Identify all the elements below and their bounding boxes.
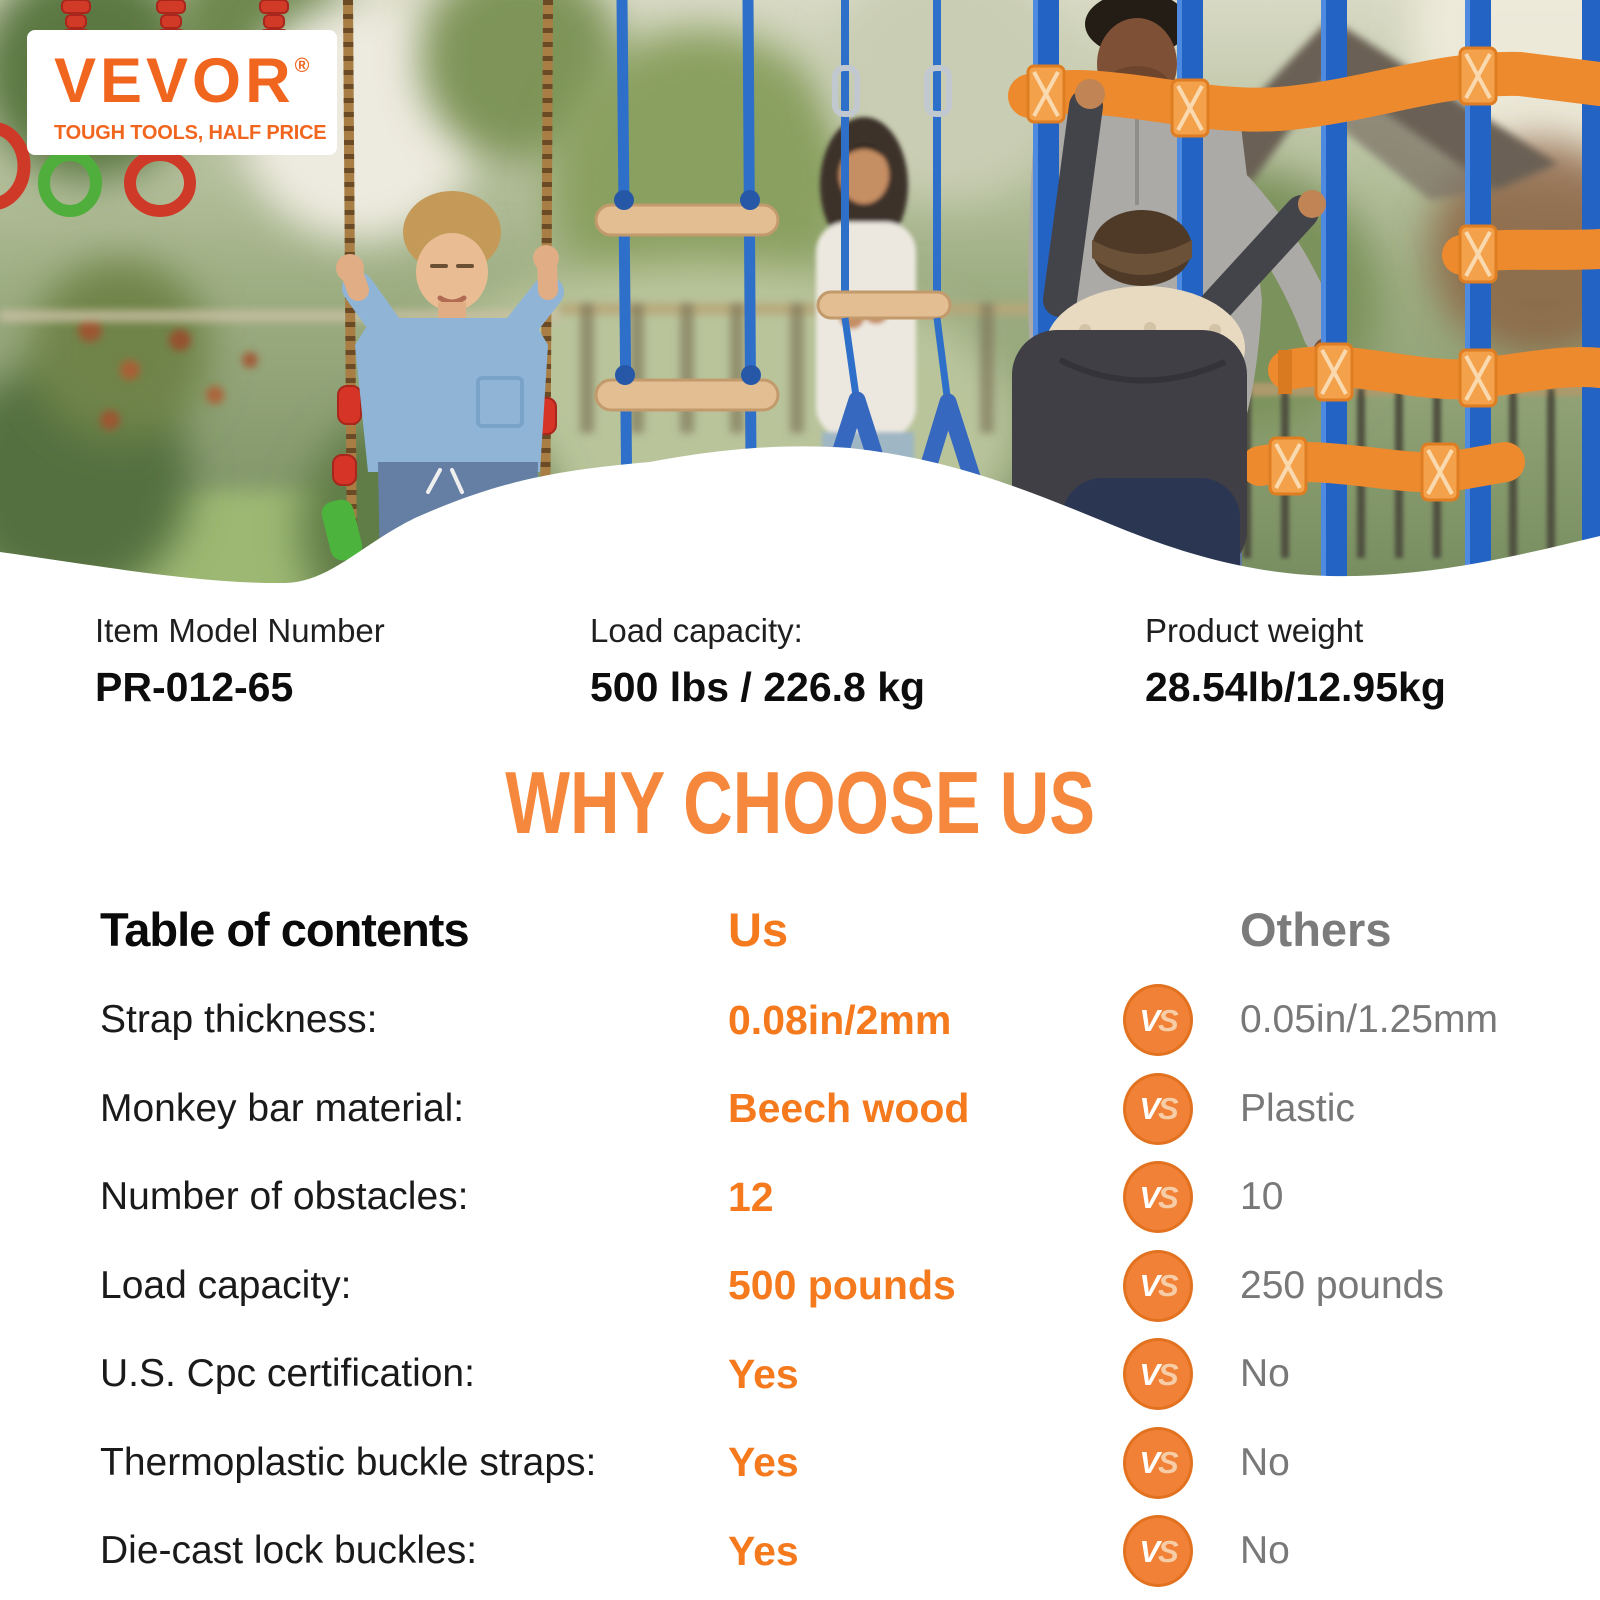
row-others-value: Plastic (1240, 1086, 1355, 1130)
row-feature: Load capacity: (100, 1263, 352, 1307)
registered-trademark-icon: ® (294, 55, 310, 77)
row-others-value: 10 (1240, 1175, 1284, 1219)
row-us-value: 12 (728, 1173, 774, 1220)
table-row (0, 1153, 1600, 1242)
row-us-value: Yes (728, 1527, 799, 1574)
table-row (0, 1419, 1600, 1508)
row-others-value: No (1240, 1440, 1290, 1484)
vs-label: VS (1139, 1533, 1177, 1569)
hero-photo (0, 0, 1600, 620)
spec-label: Item Model Number (95, 612, 385, 649)
row-feature: Die-cast lock buckles: (100, 1529, 478, 1573)
spec-value: 500 lbs / 226.8 kg (590, 664, 926, 710)
row-feature: U.S. Cpc certification: (100, 1352, 475, 1396)
table-row (0, 976, 1600, 1065)
row-us-value: Beech wood (728, 1085, 970, 1132)
row-us-value: 500 pounds (728, 1262, 956, 1309)
spec-label: Product weight (1145, 612, 1364, 649)
row-feature: Monkey bar material: (100, 1086, 465, 1130)
header-others: Others (1240, 903, 1392, 956)
brand-logo-card (27, 30, 337, 155)
comparison-table (0, 976, 1600, 1596)
comparison-table-header (0, 902, 1600, 957)
table-row (0, 1242, 1600, 1331)
section-title-wrap (0, 752, 1600, 854)
row-us-value: Yes (728, 1350, 799, 1397)
row-others-value: 250 pounds (1240, 1263, 1444, 1307)
vs-badge-icon (1123, 1515, 1193, 1587)
vs-badge-icon (1123, 1427, 1193, 1499)
vs-badge-icon (1123, 1250, 1193, 1322)
row-us-value: Yes (728, 1439, 799, 1486)
vs-label: VS (1139, 1445, 1177, 1481)
vs-label: VS (1139, 1268, 1177, 1304)
brand-tagline: TOUGH TOOLS, HALF PRICE (54, 122, 327, 144)
vs-badge-icon (1123, 1161, 1193, 1233)
vs-label: VS (1139, 1356, 1177, 1392)
spec-load-capacity (590, 612, 925, 711)
row-others-value: No (1240, 1352, 1290, 1396)
vs-badge-icon (1123, 1073, 1193, 1145)
spec-product-weight (1145, 612, 1446, 711)
row-others-value: No (1240, 1529, 1290, 1573)
table-row (0, 1065, 1600, 1154)
vs-label: VS (1139, 1091, 1177, 1127)
section-title: WHY CHOOSE US (505, 753, 1095, 852)
row-others-value: 0.05in/1.25mm (1240, 998, 1498, 1042)
header-feature: Table of contents (100, 903, 469, 956)
vs-badge-icon (1123, 1338, 1193, 1410)
brand-logo: VEVOR (54, 46, 295, 116)
spec-value: PR-012-65 (95, 664, 294, 710)
row-feature: Number of obstacles: (100, 1175, 469, 1219)
vs-label: VS (1139, 1002, 1177, 1038)
table-row (0, 1507, 1600, 1596)
spec-label: Load capacity: (590, 612, 803, 649)
spec-value: 28.54lb/12.95kg (1145, 664, 1446, 710)
vs-label: VS (1139, 1179, 1177, 1215)
vs-badge-icon (1123, 984, 1193, 1056)
header-us: Us (728, 903, 789, 956)
table-row (0, 1330, 1600, 1419)
row-feature: Thermoplastic buckle straps: (100, 1440, 597, 1484)
row-us-value: 0.08in/2mm (728, 996, 952, 1043)
row-feature: Strap thickness: (100, 998, 378, 1042)
spec-model-number (95, 612, 385, 711)
